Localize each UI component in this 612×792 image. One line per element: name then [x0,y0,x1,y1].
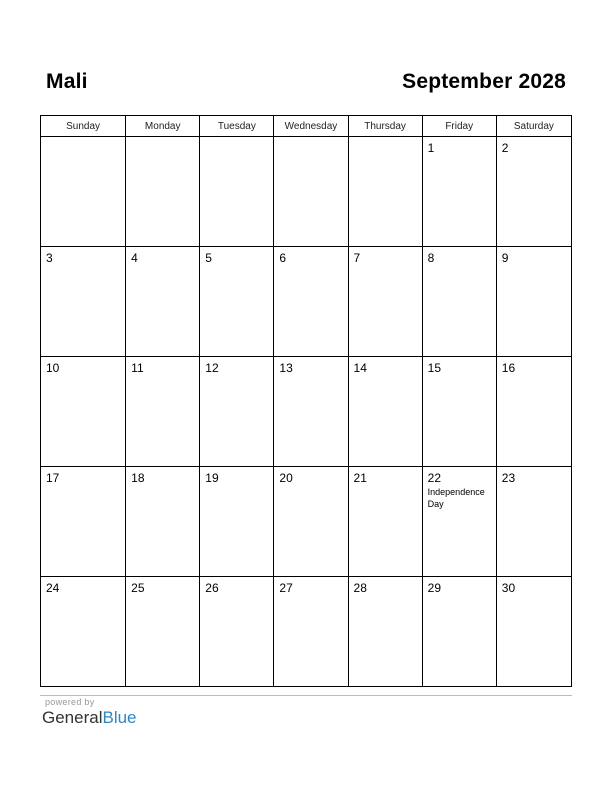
day-number: 26 [205,581,219,595]
day-number: 9 [501,251,509,265]
day-number: 11 [131,361,144,375]
day-cell [126,137,200,247]
day-number: 21 [353,471,367,485]
day-cell [41,357,126,467]
week-row [41,357,572,467]
day-cell [200,467,274,577]
day-cell [200,357,274,467]
day-cell [422,577,496,687]
weekday-sunday: Sunday [41,116,126,137]
day-number: 29 [427,581,442,595]
day-number: 16 [501,361,516,375]
day-cell [496,137,571,247]
week-row [41,137,572,247]
weekday-tuesday: Tuesday [200,116,274,137]
generalblue-logo[interactable] [42,708,137,728]
calendar-grid [40,115,572,687]
weekday-header-row [41,116,572,137]
day-cell [496,247,571,357]
holiday-event: Independence Day [427,487,485,509]
day-number: 4 [131,251,138,265]
day-cell [41,577,126,687]
day-number: 20 [279,471,293,485]
day-cell [422,137,496,247]
day-number [200,137,273,141]
day-cell-holiday [422,467,496,577]
day-cell [496,357,571,467]
day-cell [348,247,422,357]
day-cell [422,357,496,467]
day-cell [348,137,422,247]
week-row [41,247,572,357]
day-number [349,137,422,141]
day-cell [126,247,200,357]
day-number: 8 [427,251,435,265]
day-number: 14 [353,361,367,375]
day-number: 10 [46,361,60,375]
day-number: 18 [131,471,145,485]
day-cell [496,467,571,577]
day-cell [41,467,126,577]
brand-general-text: General [42,708,103,727]
day-cell [274,467,348,577]
day-cell [274,577,348,687]
day-cell [348,357,422,467]
day-number: 12 [205,361,219,375]
powered-by-label: powered by [45,697,95,707]
day-number: 7 [353,251,361,265]
day-cell [200,577,274,687]
day-number: 2 [501,141,509,155]
day-cell [200,137,274,247]
day-cell [126,467,200,577]
weekday-monday: Monday [126,116,200,137]
weekday-saturday: Saturday [496,116,571,137]
day-number: 28 [353,581,367,595]
day-cell [41,247,126,357]
day-number [41,137,125,141]
day-number: 30 [501,581,516,595]
day-cell [422,247,496,357]
day-cell [274,357,348,467]
day-number: 22 [427,471,442,485]
day-number: 15 [427,361,442,375]
country-title: Mali [46,70,88,93]
weekday-thursday: Thursday [348,116,422,137]
day-cell [200,247,274,357]
day-number: 5 [205,251,212,265]
day-cell [496,577,571,687]
day-cell [126,577,200,687]
day-number: 17 [46,471,60,485]
day-number [126,137,199,141]
day-number: 1 [427,141,435,155]
day-cell [41,137,126,247]
day-cell [274,137,348,247]
day-number: 3 [46,251,53,265]
week-row [41,577,572,687]
day-number: 23 [501,471,516,485]
day-number: 6 [279,251,287,265]
day-number: 24 [46,581,60,595]
day-cell [348,467,422,577]
day-number: 27 [279,581,293,595]
brand-blue-text: Blue [102,708,137,727]
day-number: 19 [205,471,219,485]
day-number: 25 [131,581,145,595]
day-cell [274,247,348,357]
weekday-wednesday: Wednesday [274,116,348,137]
month-year-title: September 2028 [402,70,566,93]
day-number [274,137,347,141]
footer-divider [40,695,572,696]
day-number: 13 [279,361,293,375]
weekday-friday: Friday [422,116,496,137]
week-row [41,467,572,577]
day-cell [348,577,422,687]
day-cell [126,357,200,467]
